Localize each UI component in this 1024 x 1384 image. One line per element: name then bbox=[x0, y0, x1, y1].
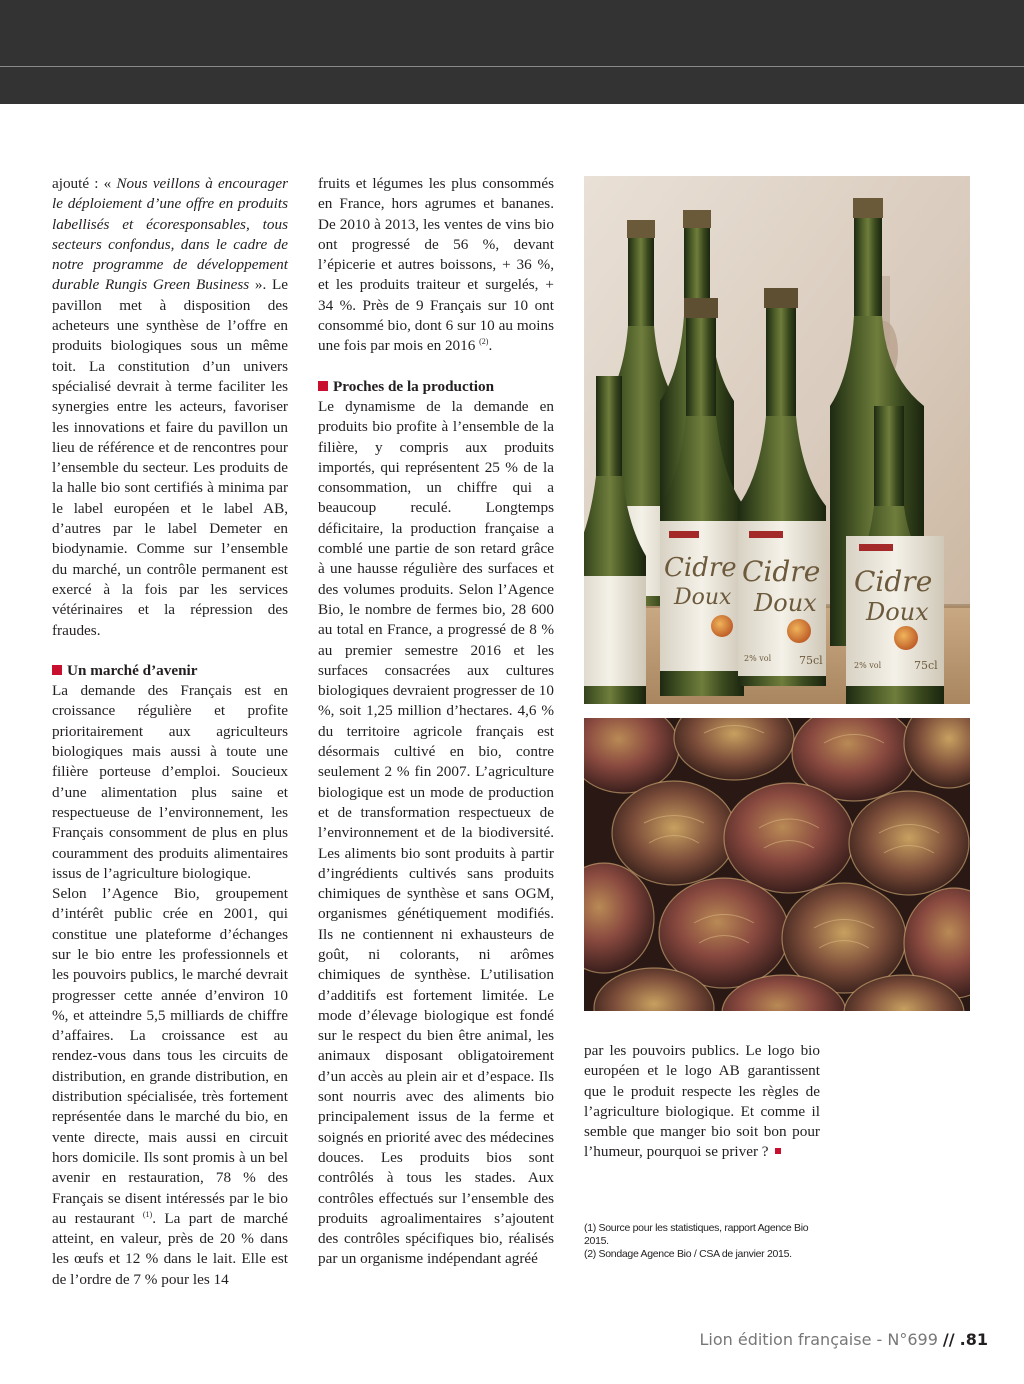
section-heading-marche: Un marché d’avenir bbox=[52, 661, 288, 681]
svg-text:Doux: Doux bbox=[674, 585, 732, 610]
page-folio bbox=[699, 1330, 988, 1349]
page-number: .81 bbox=[959, 1330, 988, 1349]
text-column-2 bbox=[318, 174, 554, 1270]
paragraph-fruits: fruits et légumes les plus consommés en France, hors agrumes et bananes. De 2010 à 2013, les ventes de vins bio ont progressé de 56 %, devant l’épicerie et autres boissons, + 36 %, et les produits traiteur et surgelés, + 34 %. Près de 9 Français sur 10 ont consommé bio, dont 6 sur 10 au moins une fois par mois en 2016 $^{(2)}$. bbox=[318, 175, 554, 355]
svg-text:2% vol: 2% vol bbox=[854, 661, 882, 670]
text-column-3 bbox=[584, 1041, 820, 1163]
footnote-2: (2) Sondage Agence Bio / CSA de janvier 2015. bbox=[584, 1248, 792, 1260]
folio-separator: // bbox=[942, 1330, 955, 1349]
top-banner bbox=[0, 0, 1024, 104]
end-of-article-mark bbox=[775, 1148, 781, 1154]
svg-text:75cl: 75cl bbox=[914, 659, 938, 672]
svg-text:2% vol: 2% vol bbox=[744, 654, 772, 663]
quote: Nous veillons à encourager le déploiement d’une offre en produits labellisés et écoresponsables, tous secteurs confondus, dans le cadre de notre programme de développement durable Rungis Green Business bbox=[52, 175, 288, 294]
svg-text:Cidre: Cidre bbox=[742, 555, 821, 588]
publication-issue: Lion édition française - N°699 bbox=[699, 1330, 938, 1349]
red-square-bullet bbox=[52, 665, 62, 675]
red-square-bullet bbox=[318, 381, 328, 391]
svg-text:Cidre: Cidre bbox=[664, 553, 737, 583]
footnote-ref-2: (2) bbox=[479, 337, 489, 347]
paragraph-agence-bio: Selon l’Agence Bio, groupement d’intérêt public crée en 2001, qui constitue une plateforme d’échanges sur le bio entre les professionnels et les pouvoirs publics, le marché devrait progresser cette année d’environ 10 %, et atteindre 5,5 milliards de chiffre d’affaires. La croissance est au rendez-vous dans tous les circuits de distribution, en grande distribution, en distribution spécialisée, très fortement représentée dans le marché du bio, en vente directe, mais aussi en circuit hors domicile. Ils sont promis à un bel avenir en restauration, 78 % des Français se disent intéressés par le bio au restaurant $^{(1)}$. La part de marché atteint, en valeur, près de 20 % dans les œufs et 12 % dans le lait. Elle est de l’ordre de 7 % pour les 14 bbox=[52, 885, 289, 1288]
paragraph-pavillon: ajouté : « Nous veillons à encourager le déploiement d’une offre en produits labellisés et écoresponsables, tous secteurs confondus, dans le cadre de notre programme de développement durable Rungis Green Business ». Le pavillon met à disposition des acheteurs une synthèse de l’offre en produits biologiques sous un même toit. La constitution d’un univers spécialisé devrait à terme faciliter les synergies entre les acteurs, favoriser les innovations et faire du pavillon un lieu de référence et de rencontres pour l’ensemble du secteur. Les produits de la halle bio sont certifiés à minima par le label européen et le label AB, d’autres par le label Demeter en biodynamie. Comme sur l’ensemble du marché, un contrôle permanent est exercé à la fois par les services vétérinaires et la répression des fraudes. bbox=[52, 175, 288, 639]
svg-text:Doux: Doux bbox=[754, 589, 817, 617]
paragraph-demande: La demande des Français est en croissance régulière et profite prioritairement aux agriculteurs biologiques mais aussi à toute une filière porteuse d’emploi. Soucieux d’une alimentation plus saine et respectueuse de l’environnement, les Français consomment de plus en plus couramment des produits alimentaires issus de l’agriculture biologique. bbox=[52, 682, 288, 882]
top-banner-rule bbox=[0, 66, 1024, 67]
paragraph-logo-bio: par les pouvoirs publics. Le logo bio européen et le logo AB garantissent que le produit respecte les règles de l’agriculture biologique. Et comme il semble que manger bio soit bon pour l’humeur, pourquoi se priver ? bbox=[584, 1042, 820, 1161]
footnote-ref-1: (1) bbox=[142, 1209, 153, 1219]
svg-text:Cidre: Cidre bbox=[854, 565, 933, 598]
footnote-1: (1) Source pour les statistiques, rapport Agence Bio 2015. bbox=[584, 1222, 809, 1247]
svg-text:75cl: 75cl bbox=[799, 654, 823, 667]
artichokes-photo bbox=[584, 718, 970, 1011]
cider-bottles-photo bbox=[584, 176, 970, 704]
paragraph-dynamisme: Le dynamisme de la demande en produits bio profite à l’ensemble de la filière, y compris aux produits importés, qui représentent 25 % de la consommation, un chiffre qui a beaucoup reculé. Longtemps déficitaire, la production française a comblé une partie de son retard grâce à une hausse régulière des surfaces et des volumes produits. Selon l’Agence Bio, le nombre de fermes bio, 28 600 au total en France, a progressé de 8 % au premier semestre 2016 et les surfaces consacrées aux cultures biologiques devraient progresser de 10 %, soit 1,25 million d’hectares. 4,6 % du territoire agricole français est désormais cultivé en bio, contre seulement 2 % fin 2007. L’agriculture biologique est un mode de production et de transformation respectueux de l’environnement et de la biodiversité. Les aliments bio sont produits à partir d’ingrédients cultivés sans produits chimiques de synthèse et sans OGM, organismes génétiquement modifiés. Ils ne contiennent ni exhausteurs de goût, ni colorants, ni arômes chimiques de synthèse. L’utilisation d’additifs est fortement limitée. Le mode d’élevage biologique est fondé sur le respect du bien être animal, les animaux disposant obligatoirement d’un accès au plein air et d’espace. Ils sont nourris avec des aliments bio principalement issus de la ferme et soignés en priorité avec des médecines douces. Les produits bios sont contrôlés à tous les stades. Aux contrôles effectués sur l’ensemble des produits agroalimentaires s’ajoutent des contrôles spécifiques bio, réalisés par un organisme indépendant agréé bbox=[318, 397, 554, 1268]
section-heading-production: Proches de la production bbox=[318, 377, 554, 397]
footnotes bbox=[584, 1222, 834, 1261]
text-column-1 bbox=[52, 174, 288, 1290]
svg-text:Doux: Doux bbox=[866, 598, 929, 626]
